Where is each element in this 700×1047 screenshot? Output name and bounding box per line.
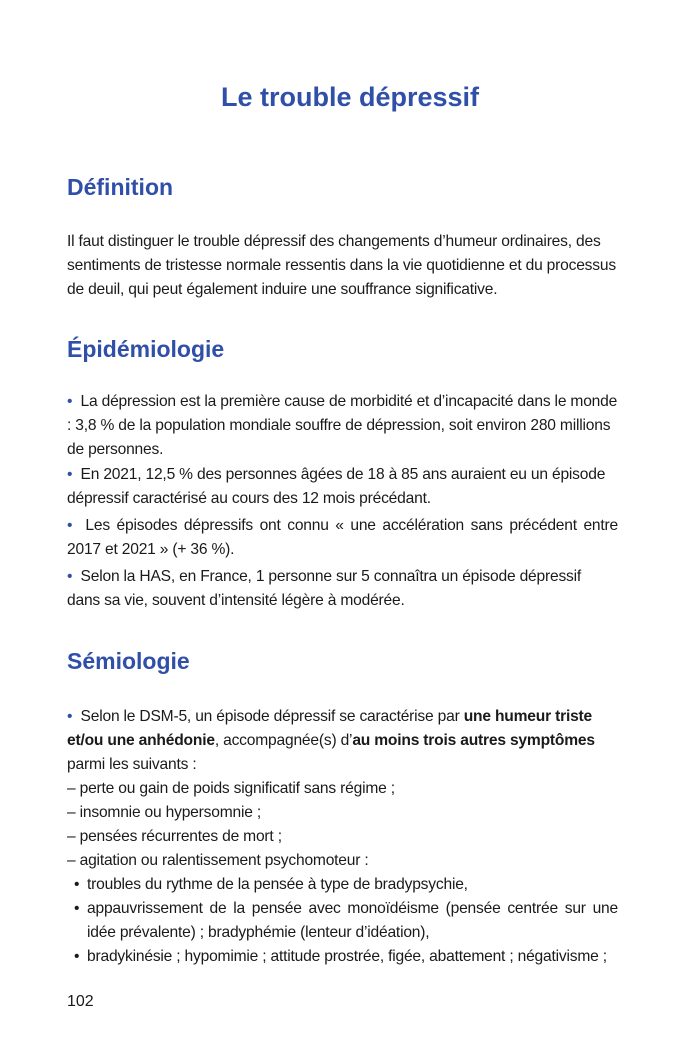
dash-item: – agitation ou ralentissement psychomoteur : (67, 852, 369, 869)
page-number: 102 (67, 993, 94, 1010)
sub-item: appauvrissement de la pensée avec monoïdéisme (pensée centrée sur une idée prévalente) ; bradyphémie (lenteur d’idéation), (87, 900, 618, 941)
bullet-icon: • (67, 568, 73, 585)
epidemiologie-item-2 (67, 463, 618, 511)
semiologie-heading: Sémiologie (67, 648, 190, 674)
dash-item: – perte ou gain de poids significatif sans régime ; (67, 780, 395, 797)
sub-item: troubles du rythme de la pensée à type de bradypsychie, (87, 876, 468, 893)
dash-item: – insomnie ou hypersomnie ; (67, 804, 261, 821)
definition-paragraph: Il faut distinguer le trouble dépressif des changements d’humeur ordinaires, des sentiments de tristesse normale ressentis dans la vie quotidienne et du processus de deuil, qui peut également induire une souffrance significative. (67, 233, 616, 298)
bullet-icon: • (67, 466, 73, 483)
epidemiologie-item-3 (67, 514, 618, 562)
bullet-icon: • (74, 876, 80, 893)
bullet-icon: • (67, 517, 73, 534)
epidemiologie-item-1 (67, 390, 618, 462)
definition-heading: Définition (67, 174, 174, 200)
dash-item: – pensées récurrentes de mort ; (67, 828, 282, 845)
bullet-icon: • (74, 948, 80, 965)
epidemiologie-item-4 (67, 565, 618, 613)
bullet-icon: • (67, 393, 73, 410)
epidemiologie-item-text: Les épisodes dépressifs ont connu « une accélération sans précédent entre 2017 et 2021 » (+ 36 %). (67, 517, 618, 558)
semiologie-intro-text: , accompagnée(s) d’ (214, 732, 353, 749)
semiologie-intro (67, 705, 618, 777)
semiologie-intro-text: Selon le DSM-5, un épisode dépressif se caractérise par (80, 708, 464, 725)
bullet-icon: • (67, 708, 73, 725)
epidemiologie-heading: Épidémiologie (67, 336, 225, 362)
epidemiologie-item-text: La dépression est la première cause de morbidité et d’incapacité dans le monde : 3,8 % de la population mondiale souffre de dépression, soit environ 280 millions de personnes. (67, 393, 618, 458)
epidemiologie-item-text: En 2021, 12,5 % des personnes âgées de 18 à 85 ans auraient eu un épisode dépressif caractérisé au cours des 12 mois précédant. (67, 466, 606, 507)
semiologie-intro-text: parmi les suivants : (67, 756, 197, 773)
sub-item: bradykinésie ; hypomimie ; attitude prostrée, figée, abattement ; négativisme ; (87, 948, 607, 965)
epidemiologie-item-text: Selon la HAS, en France, 1 personne sur 5 connaîtra un épisode dépressif dans sa vie, souvent d’intensité légère à modérée. (67, 568, 582, 609)
bullet-icon: • (74, 900, 80, 917)
page-title: Le trouble dépressif (220, 82, 480, 112)
semiologie-intro-bold: au moins trois autres symptômes (352, 732, 595, 749)
semiologie-intro-bold: une humeur triste et/ou une anhédonie (67, 708, 593, 749)
